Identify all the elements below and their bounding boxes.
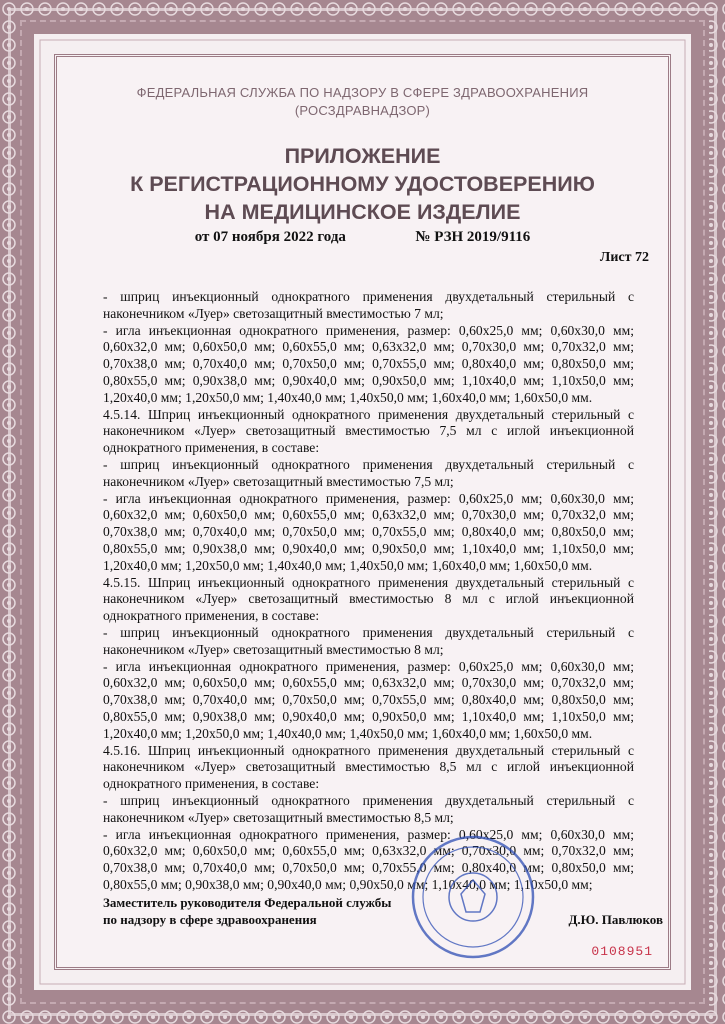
title-line-1: ПРИЛОЖЕНИЕ	[284, 144, 441, 168]
body-paragraph: - игла инъекционная однократного применения, размер: 0,60x25,0 мм; 0,60x30,0 мм; 0,60x32,0 мм; 0,60x50,0 мм; 0,60x55,0 мм; 0,63x32,0 мм; 0,70x30,0 мм; 0,70x32,0 мм; 0,70x38,0 мм; 0,70x40,0 мм; 0,70x50,0 мм; 0,70x55,0 мм; 0,80x40,0 мм; 0,80x50,0 мм; 0,80x55,0 мм; 0,90x38,0 мм; 0,90x40,0 мм; 0,90x50,0 мм; 1,10x40,0 мм; 1,10x50,0 мм;	[103, 826, 634, 892]
body-paragraph: 4.5.14. Шприц инъекционный однократного применения двухдетальный стерильный с наконечником «Луер» светозащитный вместимостью 7,5 мл с иглой инъекционной однократного применения, в составе:	[103, 406, 634, 456]
body-paragraph: - игла инъекционная однократного применения, размер: 0,60x25,0 мм; 0,60x30,0 мм; 0,60x32,0 мм; 0,60x50,0 мм; 0,60x55,0 мм; 0,63x32,0 мм; 0,70x30,0 мм; 0,70x32,0 мм; 0,70x38,0 мм; 0,70x40,0 мм; 0,70x50,0 мм; 0,70x55,0 мм; 0,80x40,0 мм; 0,80x50,0 мм; 0,80x55,0 мм; 0,90x38,0 мм; 0,90x40,0 мм; 0,90x50,0 мм; 1,10x40,0 мм; 1,10x50,0 мм; 1,20x40,0 мм; 1,20x50,0 мм; 1,40x40,0 мм; 1,40x50,0 мм; 1,60x40,0 мм; 1,60x50,0 мм.	[103, 322, 634, 405]
body-paragraph: - шприц инъекционный однократного применения двухдетальный стерильный с наконечником «Луер» светозащитный вместимостью 8,5 мл;	[103, 792, 634, 825]
agency-header	[0, 84, 725, 120]
body-paragraph: - шприц инъекционный однократного применения двухдетальный стерильный с наконечником «Луер» светозащитный вместимостью 7 мл;	[103, 289, 634, 321]
document-body	[103, 289, 634, 894]
title-line-2: К РЕГИСТРАЦИОННОМУ УДОСТОВЕРЕНИЮ	[130, 172, 595, 196]
body-paragraph: - игла инъекционная однократного применения, размер: 0,60x25,0 мм; 0,60x30,0 мм; 0,60x32,0 мм; 0,60x50,0 мм; 0,60x55,0 мм; 0,63x32,0 мм; 0,70x30,0 мм; 0,70x32,0 мм; 0,70x38,0 мм; 0,70x40,0 мм; 0,70x50,0 мм; 0,70x55,0 мм; 0,80x40,0 мм; 0,80x50,0 мм; 0,80x55,0 мм; 0,90x38,0 мм; 0,90x40,0 мм; 0,90x50,0 мм; 1,10x40,0 мм; 1,10x50,0 мм; 1,20x40,0 мм; 1,20x50,0 мм; 1,40x40,0 мм; 1,40x50,0 мм; 1,60x40,0 мм; 1,60x50,0 мм.	[103, 658, 634, 741]
agency-abbreviation: (РОСЗДРАВНАДЗОР)	[294, 103, 431, 118]
serial-number: 0108951	[591, 944, 653, 959]
body-paragraph: - шприц инъекционный однократного применения двухдетальный стерильный с наконечником «Луер» светозащитный вместимостью 8 мл;	[103, 624, 634, 657]
agency-name: ФЕДЕРАЛЬНАЯ СЛУЖБА ПО НАДЗОРУ В СФЕРЕ ЗДРАВООХРАНЕНИЯ	[136, 85, 589, 100]
signatory-name: Д.Ю. Павлюков	[568, 912, 663, 927]
issue-date: от 07 ноября 2022 года	[194, 229, 346, 245]
signatory-position-line-1: Заместитель руководителя Федеральной службы	[103, 895, 392, 910]
document-title	[0, 142, 725, 226]
body-paragraph: - игла инъекционная однократного применения, размер: 0,60x25,0 мм; 0,60x30,0 мм; 0,60x32,0 мм; 0,60x50,0 мм; 0,60x55,0 мм; 0,63x32,0 мм; 0,70x30,0 мм; 0,70x32,0 мм; 0,70x38,0 мм; 0,70x40,0 мм; 0,70x50,0 мм; 0,70x55,0 мм; 0,80x40,0 мм; 0,80x50,0 мм; 0,80x55,0 мм; 0,90x38,0 мм; 0,90x40,0 мм; 0,90x50,0 мм; 1,10x40,0 мм; 1,10x50,0 мм; 1,20x40,0 мм; 1,20x50,0 мм; 1,40x40,0 мм; 1,40x50,0 мм; 1,60x40,0 мм; 1,60x50,0 мм.	[103, 490, 634, 573]
body-paragraph: 4.5.15. Шприц инъекционный однократного применения двухдетальный стерильный с наконечником «Луер» светозащитный вместимостью 8 мл с иглой инъекционной однократного применения, в составе:	[103, 574, 634, 624]
signatory-position-line-2: по надзору в сфере здравоохранения	[103, 912, 317, 927]
sheet-number: Лист 72	[599, 250, 649, 265]
registration-number: № РЗН 2019/9116	[415, 229, 531, 245]
body-paragraph: - шприц инъекционный однократного применения двухдетальный стерильный с наконечником «Луер» светозащитный вместимостью 7,5 мл;	[103, 456, 634, 489]
body-paragraph: 4.5.16. Шприц инъекционный однократного применения двухдетальный стерильный с наконечником «Луер» светозащитный вместимостью 8,5 мл с иглой инъекционной однократного применения, в составе:	[103, 742, 634, 792]
signature-block	[103, 894, 663, 928]
title-line-3: НА МЕДИЦИНСКОЕ ИЗДЕЛИЕ	[204, 200, 521, 224]
issue-line	[0, 229, 725, 246]
